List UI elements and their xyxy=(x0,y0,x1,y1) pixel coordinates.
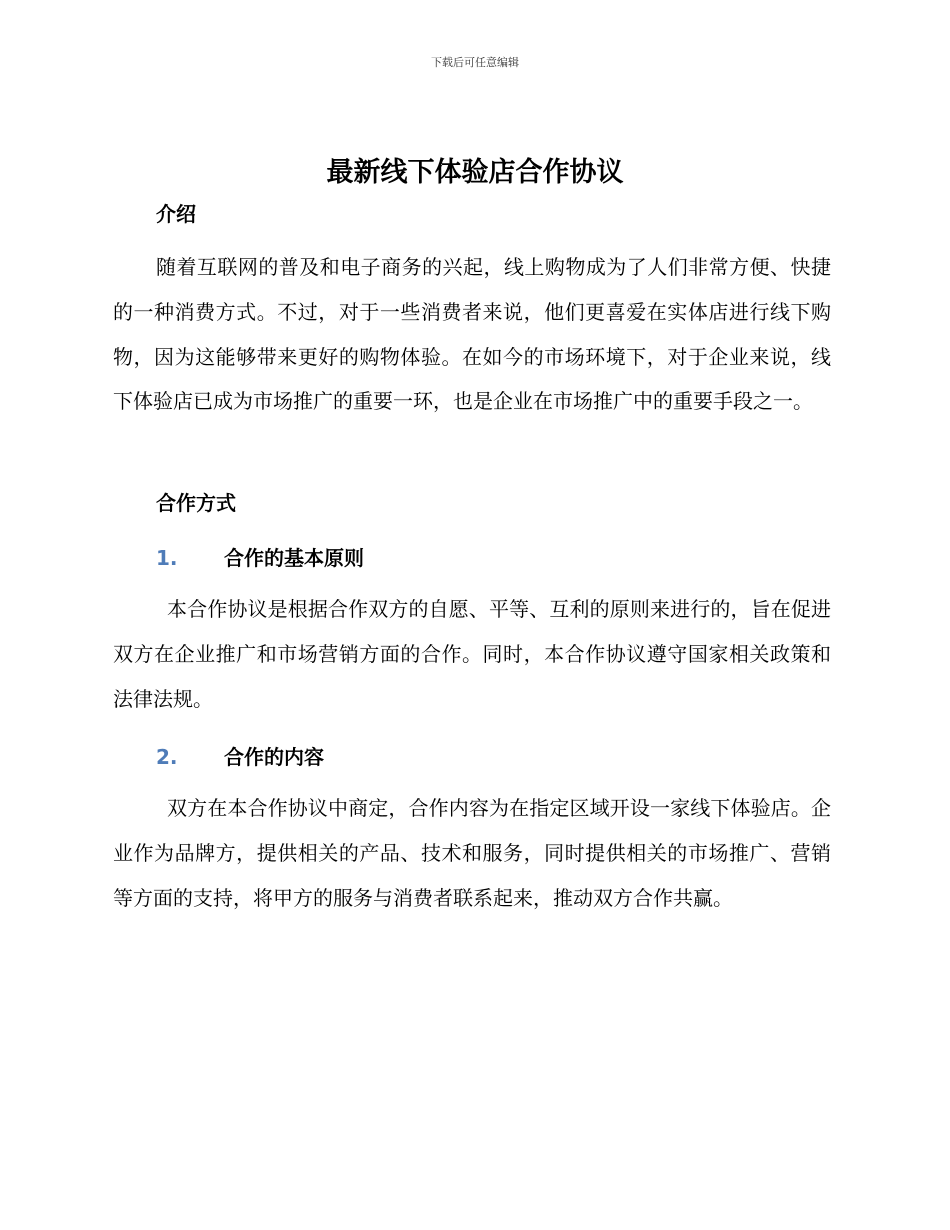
list-item-heading-2 xyxy=(156,741,324,770)
list-number-2: 2. xyxy=(156,745,178,769)
section-heading-cooperation: 合作方式 xyxy=(156,491,236,515)
content-paragraph: 双方在本合作协议中商定，合作内容为在指定区域开设一家线下体验店。企业作为品牌方，提供相关的产品、技术和服务，同时提供相关的市场推广、营销等方面的支持，将甲方的服务与消费者联系起来，推动双方合作共赢。 xyxy=(113,796,831,910)
intro-paragraph: 随着互联网的普及和电子商务的兴起，线上购物成为了人们非常方便、快捷的一种消费方式。不过，对于一些消费者来说，他们更喜爱在实体店进行线下购物，因为这能够带来更好的购物体验。在如今的市场环境下，对于企业来说，线下体验店已成为市场推广的重要一环，也是企业在市场推广中的重要手段之一。 xyxy=(113,255,831,414)
header-note: 下载后可任意编辑 xyxy=(431,56,519,69)
list-number-1: 1. xyxy=(156,546,178,570)
list-item-title-2: 合作的内容 xyxy=(224,745,324,769)
principle-paragraph: 本合作协议是根据合作双方的自愿、平等、互利的原则来进行的，旨在促进双方在企业推广和市场营销方面的合作。同时，本合作协议遵守国家相关政策和法律法规。 xyxy=(113,597,831,711)
list-item-title-1: 合作的基本原则 xyxy=(224,546,364,570)
list-item-heading-1 xyxy=(156,542,364,571)
section-heading-intro: 介绍 xyxy=(156,202,196,226)
page-title: 最新线下体验店合作协议 xyxy=(326,157,624,188)
